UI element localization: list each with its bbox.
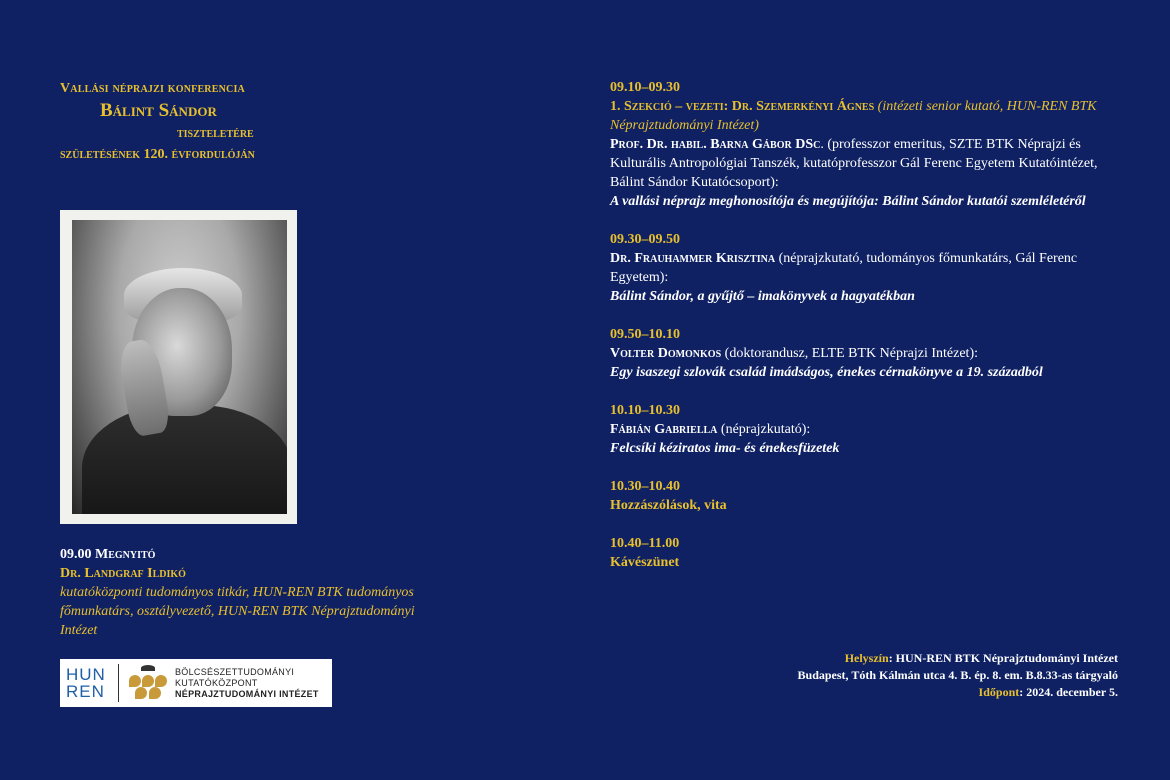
slot-speaker: Volter Domonkos (610, 346, 722, 361)
program-schedule (610, 78, 1110, 591)
slot-time: 09.50–10.10 (610, 327, 680, 342)
slot-talk-title: Felcsíki kéziratos ima- és énekesfüzetek (610, 441, 840, 456)
slot-affiliation: (doktorandusz, ELTE BTK Néprajzi Intézet): (724, 346, 978, 361)
program-slot-1 (610, 78, 1110, 211)
hun-ren-logo (60, 659, 332, 707)
slot-affiliation: (professzor emeritus, SZTE BTK Néprajzi és Kulturális Antropológiai Tanszék, kutatóprofesszor Gál Ferenc Egyetem Kutatóintézet, Bálint Sándor Kutatócsoport): (610, 137, 1098, 190)
slot-title: Kávészünet (610, 555, 680, 570)
slot-time: 10.40–11.00 (610, 536, 680, 551)
logo-line3: NÉPRAJZTUDOMÁNYI INTÉZET (175, 688, 319, 699)
slot-time: 09.30–09.50 (610, 232, 680, 247)
venue-footer (798, 650, 1118, 701)
event-date: : 2024. december 5. (1019, 685, 1118, 699)
header-line-honour: tiszteletére (177, 126, 254, 141)
slot-talk-title: Egy isaszegi szlovák család imádságos, énekes cérnakönyve a 19. századból (610, 365, 1043, 380)
slot-affiliation: (néprajzkutató, tudományos főmunkatárs, Gál Ferenc Egyetem): (610, 251, 1078, 285)
hun-ren-wordmark (66, 666, 114, 700)
venue-label: Helyszín (844, 651, 889, 665)
section-chair-affiliation: (intézeti senior kutató, HUN-REN BTK Néprajztudományi Intézet) (610, 99, 1097, 133)
slot-speaker-suffix: . (820, 137, 824, 152)
header-line-conference: Vallási néprajzi konferencia (60, 81, 245, 96)
logo-line1: BÖLCSÉSZETTUDOMÁNYI (175, 666, 295, 677)
portrait-photo-frame (60, 210, 297, 524)
slot-speaker: Prof. Dr. habil. Barna Gábor DSc (610, 137, 821, 152)
venue-name: : HUN-REN BTK Néprajztudományi Intézet (888, 651, 1118, 665)
slot-time: 10.30–10.40 (610, 479, 680, 494)
program-slot-3 (610, 325, 1110, 382)
conference-header (60, 78, 390, 165)
date-label: Időpont (978, 685, 1020, 699)
logo-ren-text: REN (66, 682, 105, 701)
portrait-photo (72, 220, 287, 514)
opening-title: Megnyitó (95, 547, 156, 562)
photo-body-shape (82, 405, 287, 514)
header-line-anniversary: születésének 120. évfordulóján (60, 147, 255, 162)
header-line-name: Bálint Sándor (100, 100, 217, 121)
opening-time: 09.00 (60, 547, 92, 562)
venue-address: Budapest, Tóth Kálmán utca 4. B. ép. 8. em. B.8.33-as tárgyaló (797, 668, 1118, 682)
slot-affiliation: (néprajzkutató): (720, 422, 811, 437)
program-slot-6 (610, 534, 1110, 572)
slot-talk-title: A vallási néprajz meghonosítója és megújítója: Bálint Sándor kutatói szemléletéről (610, 194, 1086, 209)
program-slot-2 (610, 230, 1110, 306)
opening-speaker: Dr. Landgraf Ildikó (60, 566, 186, 581)
slot-speaker: Fábián Gabriella (610, 422, 718, 437)
opening-affiliation: kutatóközponti tudományos titkár, HUN-REN BTK tudományos főmunkatárs, osztályvezető, HUN-REN BTK Néprajztudományi Intézet (60, 585, 415, 638)
program-slot-4 (610, 401, 1110, 458)
slot-title: Hozzászólások, vita (610, 498, 727, 513)
btk-emblem-icon (125, 665, 171, 701)
logo-line2: KUTATÓKÖZPONT (175, 677, 258, 688)
slot-talk-title: Bálint Sándor, a gyűjtő – imakönyvek a hagyatékban (610, 289, 915, 304)
opening-block (60, 545, 420, 640)
logo-divider (118, 664, 119, 702)
program-slot-5 (610, 477, 1110, 515)
slot-time: 09.10–09.30 (610, 80, 680, 95)
slot-speaker: Dr. Frauhammer Krisztina (610, 251, 776, 266)
logo-hun-text: HUN (66, 665, 106, 684)
section-heading: 1. Szekció – vezeti: Dr. Szemerkényi Ágnes (610, 99, 875, 114)
slot-time: 10.10–10.30 (610, 403, 680, 418)
logo-institute-text (175, 667, 319, 700)
